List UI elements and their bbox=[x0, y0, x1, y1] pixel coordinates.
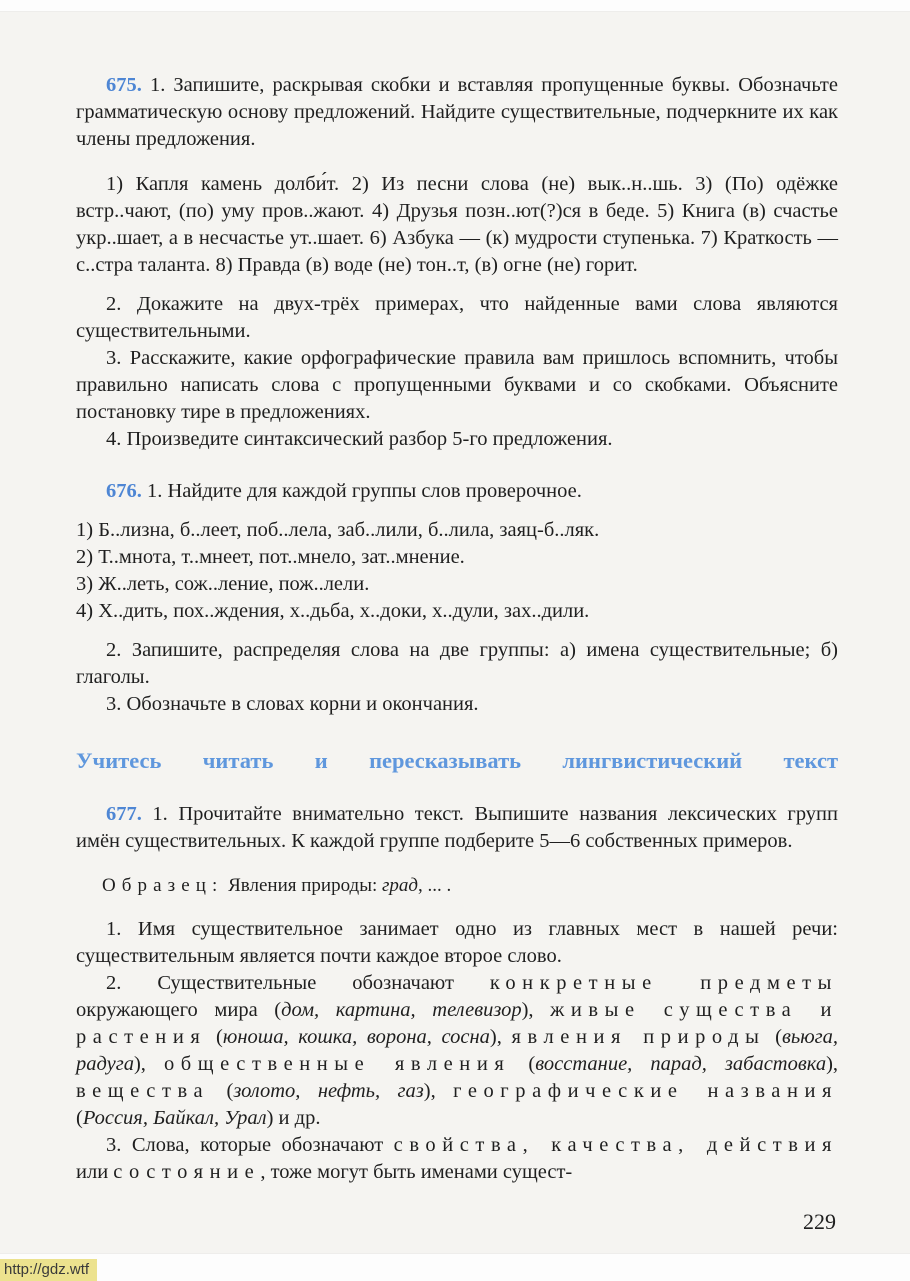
text-run: ( bbox=[209, 1080, 234, 1102]
text-run: 1. Имя существительное занимает одно из главных мест в нашей речи: существительным является почти каждое второе слово. bbox=[76, 918, 838, 967]
text-run: юноша, кошка, ворона, сосна bbox=[222, 1026, 490, 1048]
exercise-677-sample bbox=[76, 873, 838, 898]
exercise-676-intro bbox=[76, 478, 838, 505]
text-run: 4) Х..дить, пох..ждения, х..дьба, х..доки, х..дули, зах..дили. bbox=[76, 600, 590, 622]
text-run: ), bbox=[133, 1053, 164, 1075]
exercise-676-group-1 bbox=[76, 517, 838, 544]
text-run: золото, нефть, газ bbox=[233, 1080, 424, 1102]
exercise-676-group-4 bbox=[76, 598, 838, 625]
exercise-676-task-3 bbox=[76, 691, 838, 718]
page-number: 229 bbox=[803, 1209, 836, 1234]
exercise-number: 675. bbox=[106, 74, 142, 96]
exercise-677-intro bbox=[76, 801, 838, 855]
text-run: дом, картина, телевизор bbox=[281, 999, 522, 1021]
text-paragraph-3 bbox=[76, 1132, 838, 1186]
exercise-number: 676. bbox=[106, 480, 142, 502]
text-paragraph-2 bbox=[76, 970, 838, 1132]
text-run: окружающего мира ( bbox=[76, 999, 282, 1021]
text-run: восстание, парад, забастовка bbox=[535, 1053, 827, 1075]
page-content bbox=[76, 72, 838, 1235]
text-run: конкретные предметы bbox=[489, 972, 838, 994]
text-run: вещества bbox=[76, 1080, 210, 1102]
text-run: Россия, Байкал, Урал bbox=[82, 1107, 267, 1129]
text-run: 1. Найдите для каждой группы слов проверочное. bbox=[141, 480, 582, 502]
text-run: 3. Обозначьте в словах корни и окончания. bbox=[106, 693, 479, 715]
text-run: явления природы bbox=[511, 1026, 766, 1048]
text-run: 1. Запишите, раскрывая скобки и вставляя пропущенные буквы. Обозначьте грамматическую основу предложений. Найдите существительные, подчеркните их как члены предложения. bbox=[76, 74, 838, 150]
text-run: 2. Докажите на двух-трёх примерах, что найденные вами слова являются существительными. bbox=[76, 293, 838, 342]
text-run: , ... . bbox=[418, 875, 452, 896]
text-run: ( bbox=[510, 1053, 536, 1075]
exercise-676-group-3 bbox=[76, 571, 838, 598]
text-run: 3. Расскажите, какие орфографические правила вам пришлось вспомнить, чтобы правильно написать слова с пропущенными буквами и со скобками. Объясните постановку тире в предложениях. bbox=[76, 347, 838, 423]
text-run: общественные явления bbox=[163, 1053, 511, 1075]
text-run: ), bbox=[423, 1080, 454, 1102]
text-run: 3) Ж..леть, сож..ление, пож..лели. bbox=[76, 573, 370, 595]
exercise-675-task-3 bbox=[76, 345, 838, 426]
watermark-url: http://gdz.wtf bbox=[0, 1259, 97, 1281]
exercise-number: 677. bbox=[106, 803, 142, 825]
text-run: ( bbox=[765, 1026, 782, 1048]
text-run: 1. Прочитайте внимательно текст. Выпишите названия лексических групп имён существительных. К каждой группе подберите 5—6 собственных примеров. bbox=[76, 803, 838, 852]
scan-edge-bottom bbox=[0, 1253, 910, 1281]
text-run: 1) Капля камень долби́т. 2) Из песни слова (не) вык..н..шь. 3) (По) одёжке встр..чают, (по) уму пров..жают. 4) Друзья позн..ют(?)ся в беде. 5) Книга (в) счастье укр..шает, а в несчастье ут..шает. 6) Азбука — (к) мудрости ступенька. 7) Краткость — с..стра таланта. 8) Правда (в) воде (не) тон..т, (в) огне (не) горит. bbox=[76, 173, 838, 276]
scan-edge-top bbox=[0, 0, 910, 12]
text-run: 2. Существительные обозначают bbox=[106, 972, 490, 994]
exercise-676-task-2 bbox=[76, 637, 838, 691]
text-run: 3. Слова, которые обозначают bbox=[106, 1134, 394, 1156]
exercise-675-task-2 bbox=[76, 291, 838, 345]
exercise-675-sentences bbox=[76, 171, 838, 279]
text-run: ), bbox=[521, 999, 551, 1021]
text-run: ) и др. bbox=[266, 1107, 321, 1129]
text-run: 2. Запишите, распределяя слова на две группы: а) имена существительные; б) глаголы. bbox=[76, 639, 838, 688]
text-run: свойства, качества, действия bbox=[393, 1134, 839, 1156]
text-run: 2) Т..мнота, т..мнеет, пот..мнело, зат..мнение. bbox=[76, 546, 465, 568]
text-run: ( bbox=[76, 1107, 83, 1129]
text-run: ), bbox=[489, 1026, 512, 1048]
text-run: или bbox=[76, 1161, 114, 1183]
text-run: 4. Произведите синтаксический разбор 5-го предложения. bbox=[106, 428, 613, 450]
section-heading: Учитесь читать и пересказывать лингвистический текст bbox=[76, 748, 838, 773]
text-run: состояние bbox=[113, 1161, 261, 1183]
text-run: 1) Б..лизна, б..леет, поб..лела, заб..лили, б..лила, заяц-б..ляк. bbox=[76, 519, 600, 541]
text-run: вьюга, радуга bbox=[76, 1026, 839, 1075]
text-run: ), bbox=[826, 1053, 839, 1075]
exercise-676-group-2 bbox=[76, 544, 838, 571]
text-paragraph-1 bbox=[76, 916, 838, 970]
text-run: , тоже могут быть именами сущест- bbox=[260, 1161, 573, 1183]
text-run: ( bbox=[206, 1026, 223, 1048]
text-run: град bbox=[382, 875, 419, 896]
text-run: Образец: bbox=[102, 875, 224, 896]
exercise-675-task-4 bbox=[76, 426, 838, 453]
text-run: Явления природы: bbox=[223, 875, 382, 896]
text-run: географические названия bbox=[453, 1080, 839, 1102]
text-run: живые существа и растения bbox=[76, 999, 839, 1048]
exercise-675-intro bbox=[76, 72, 838, 153]
